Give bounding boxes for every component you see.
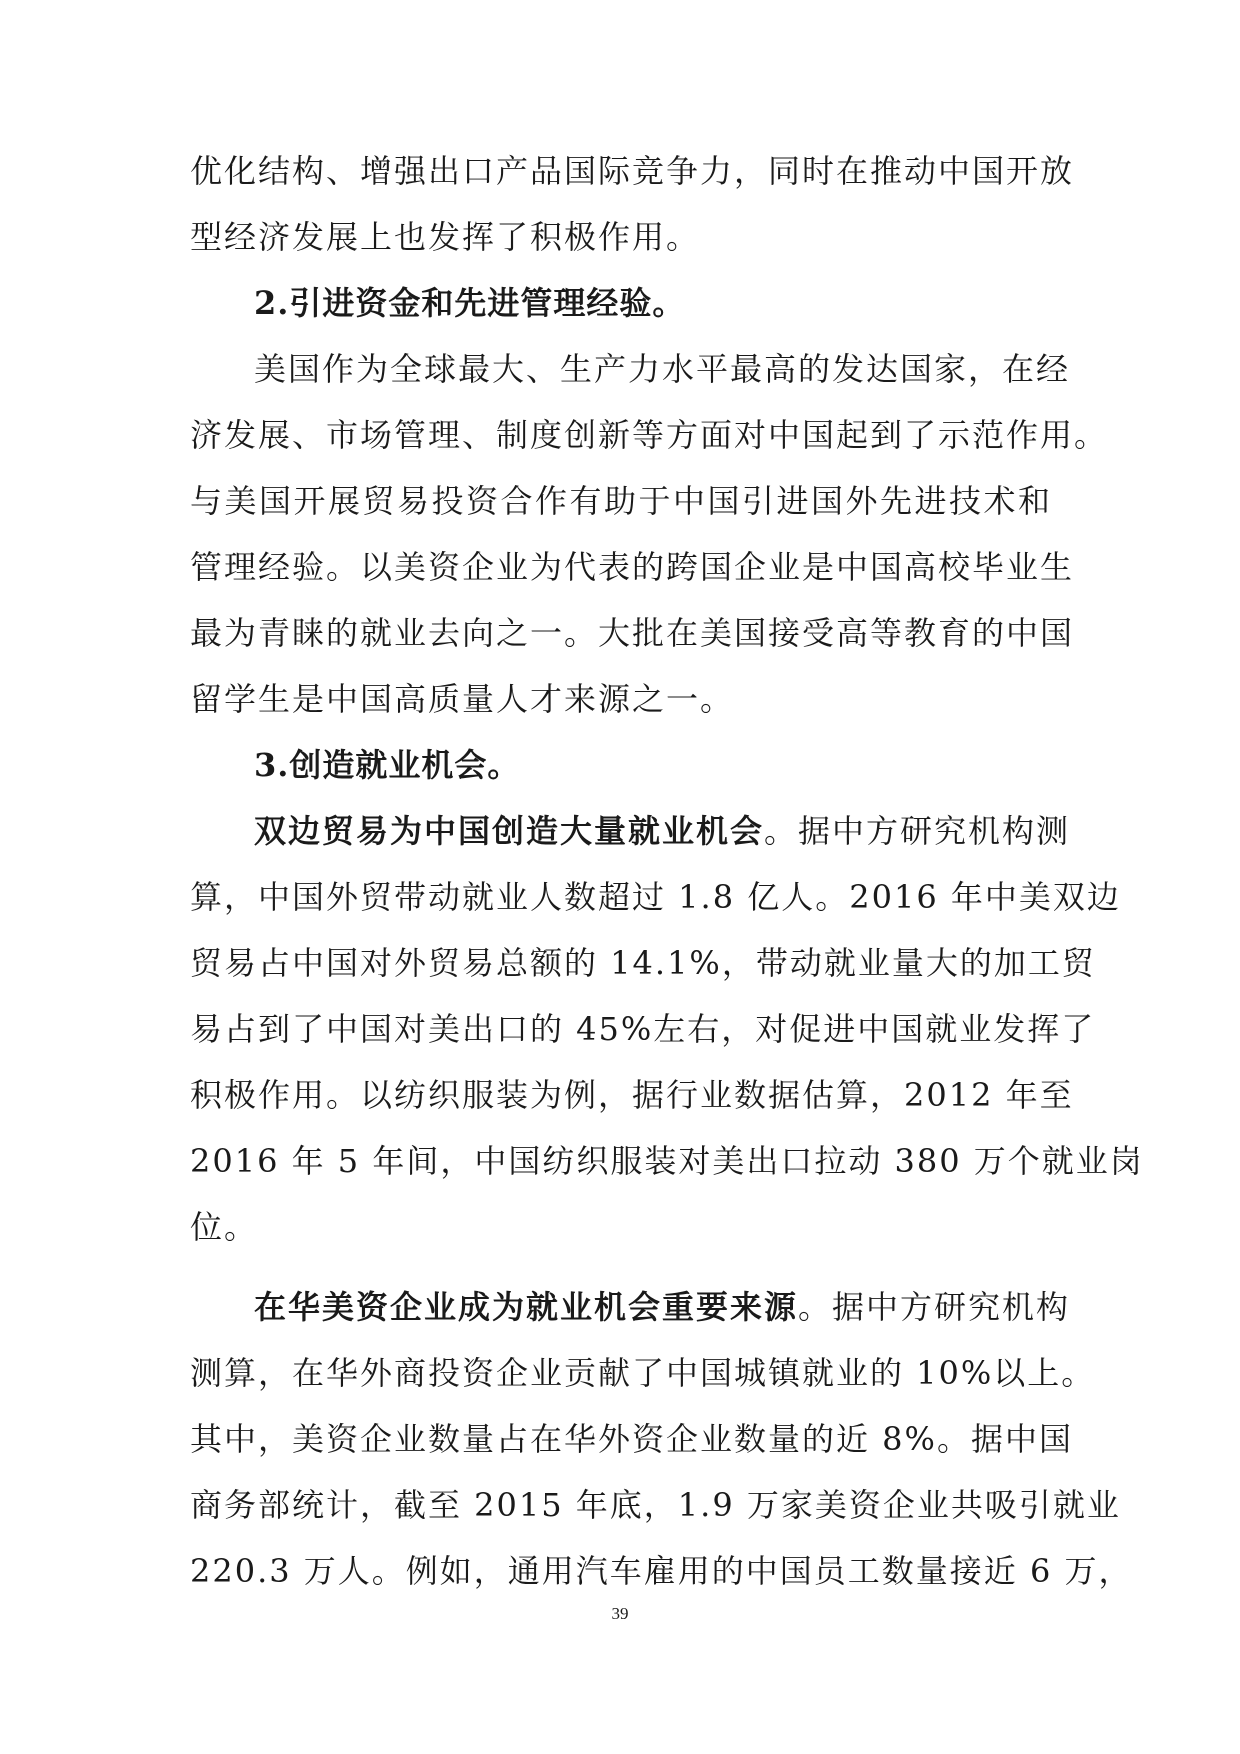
text-line: 优化结构、增强出口产品国际竞争力，同时在推动中国开放 [190,152,1075,190]
text-line: 留学生是中国高质量人才来源之一。 [190,680,735,718]
text-line: 算，中国外贸带动就业人数超过 1.8 亿人。2016 年中美双边 [190,878,1121,916]
text-line: 2016 年 5 年间，中国纺织服装对美出口拉动 380 万个就业岗 [190,1142,1144,1180]
lead-text: 。据中方研究机构测 [764,812,1071,850]
text-line [190,1274,1071,1340]
text-line: 与美国开展贸易投资合作有助于中国引进国外先进技术和 [190,482,1052,520]
text-line: 商务部统计，截至 2015 年底，1.9 万家美资企业共吸引就业 [190,1486,1121,1524]
text-line [190,798,1071,864]
text-line: 美国作为全球最大、生产力水平最高的发达国家，在经 [254,350,1071,388]
paragraph-trade-employment [190,798,1144,1260]
paragraph-continuation [190,138,1075,270]
text-line: 管理经验。以美资企业为代表的跨国企业是中国高校毕业生 [190,548,1075,586]
text-line: 贸易占中国对外贸易总额的 14.1%，带动就业量大的加工贸 [190,944,1096,982]
page-number: 39 [611,1604,629,1623]
text-line: 其中，美资企业数量占在华外资企业数量的近 8%。据中国 [190,1420,1073,1458]
text-line: 易占到了中国对美出口的 45%左右，对促进中国就业发挥了 [190,1010,1096,1048]
text-line: 型经济发展上也发挥了积极作用。 [190,218,701,256]
text-line: 积极作用。以纺织服装为例，据行业数据估算，2012 年至 [190,1076,1074,1114]
section-heading-3: 3.创造就业机会。 [254,746,521,784]
paragraph-investment [190,336,1109,732]
lead-bold-text: 在华美资企业成为就业机会重要来源 [254,1288,799,1326]
text-line: 最为青睐的就业去向之一。大批在美国接受高等教育的中国 [190,614,1075,652]
document-body [190,138,1144,1604]
lead-text: 。据中方研究机构 [798,1288,1071,1326]
section-heading-2: 2.引进资金和先进管理经验。 [254,284,686,322]
text-line: 220.3 万人。例如，通用汽车雇用的中国员工数量接近 6 万， [190,1552,1133,1590]
lead-bold-text: 双边贸易为中国创造大量就业机会 [254,812,765,850]
paragraph-us-enterprises [190,1274,1133,1604]
text-line: 测算，在华外商投资企业贡献了中国城镇就业的 10%以上。 [190,1354,1096,1392]
text-line: 位。 [190,1208,259,1246]
text-line: 济发展、市场管理、制度创新等方面对中国起到了示范作用。 [190,416,1109,454]
